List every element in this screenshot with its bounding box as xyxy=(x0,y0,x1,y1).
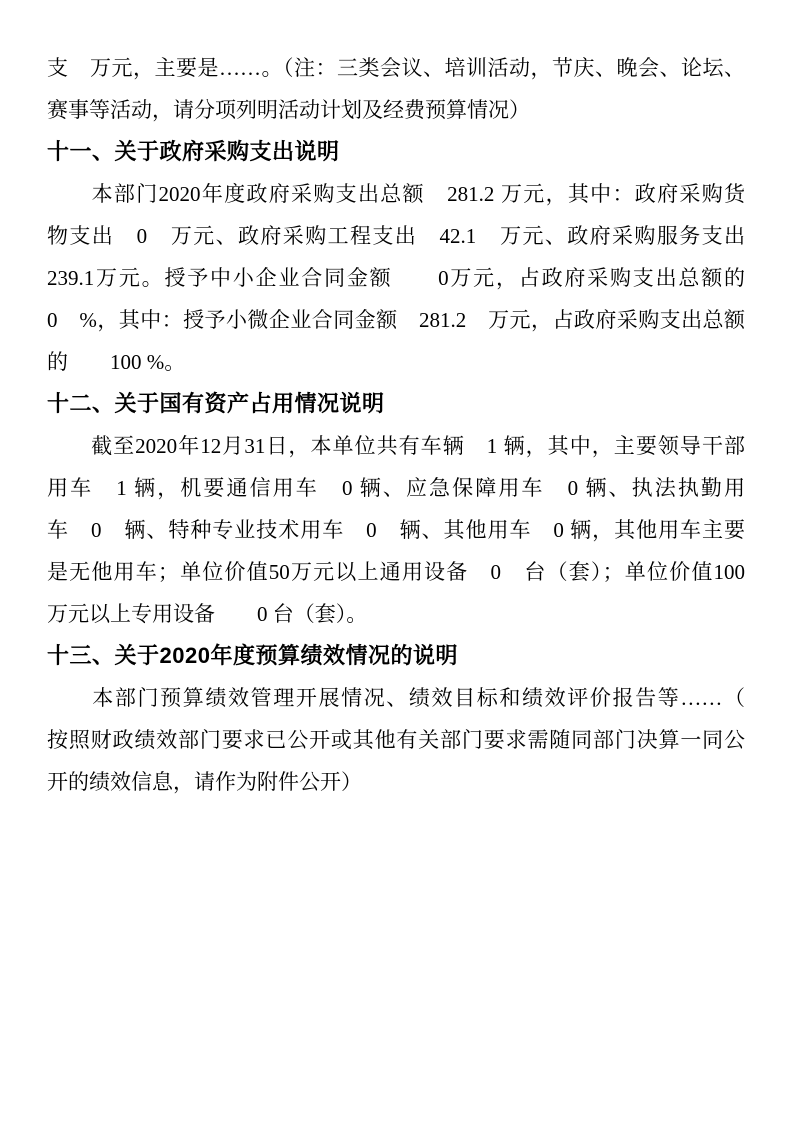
paragraph-line: 用车 1 辆，机要通信用车 0 辆、应急保障用车 0 辆、执法执勤用 xyxy=(47,476,745,500)
section-heading-11: 十一、关于政府采购支出说明 xyxy=(47,139,340,164)
section-heading-13: 十三、关于2020年度预算绩效情况的说明 xyxy=(47,643,458,668)
paragraph-line: 赛事等活动，请分项列明活动计划及经费预算情况） xyxy=(47,98,530,122)
paragraph-line: 0 %，其中：授予小微企业合同金额 281.2 万元，占政府采购支出总额 xyxy=(47,308,745,332)
paragraph-line: 的 100 %。 xyxy=(47,350,186,374)
paragraph-line: 239.1万元。授予中小企业合同金额 0万元，占政府采购支出总额的 xyxy=(47,266,745,290)
paragraph-line: 支 万元，主要是……。（注：三类会议、培训活动，节庆、晚会、论坛、 xyxy=(47,56,745,80)
paragraph-line: 按照财政绩效部门要求已公开或其他有关部门要求需随同部门决算一同公 xyxy=(47,728,745,752)
paragraph-line: 截至2020年12月31日，本单位共有车辆 1 辆，其中，主要领导干部 xyxy=(47,434,745,458)
paragraph-line: 车 0 辆、特种专业技术用车 0 辆、其他用车 0 辆，其他用车主要 xyxy=(47,518,745,542)
paragraph-line: 物支出 0 万元、政府采购工程支出 42.1 万元、政府采购服务支出 xyxy=(47,224,745,248)
paragraph-line: 开的绩效信息，请作为附件公开） xyxy=(47,770,362,794)
paragraph-line: 本部门预算绩效管理开展情况、绩效目标和绩效评价报告等……（ xyxy=(47,686,745,710)
paragraph-line: 万元以上专用设备 0 台（套）。 xyxy=(47,602,368,626)
paragraph-line: 是无他用车；单位价值50万元以上通用设备 0 台（套）；单位价值100 xyxy=(47,560,745,584)
section-heading-12: 十二、关于国有资产占用情况说明 xyxy=(47,391,385,416)
document-body xyxy=(47,47,745,803)
paragraph-line: 本部门2020年度政府采购支出总额 281.2 万元，其中：政府采购货 xyxy=(47,182,745,206)
